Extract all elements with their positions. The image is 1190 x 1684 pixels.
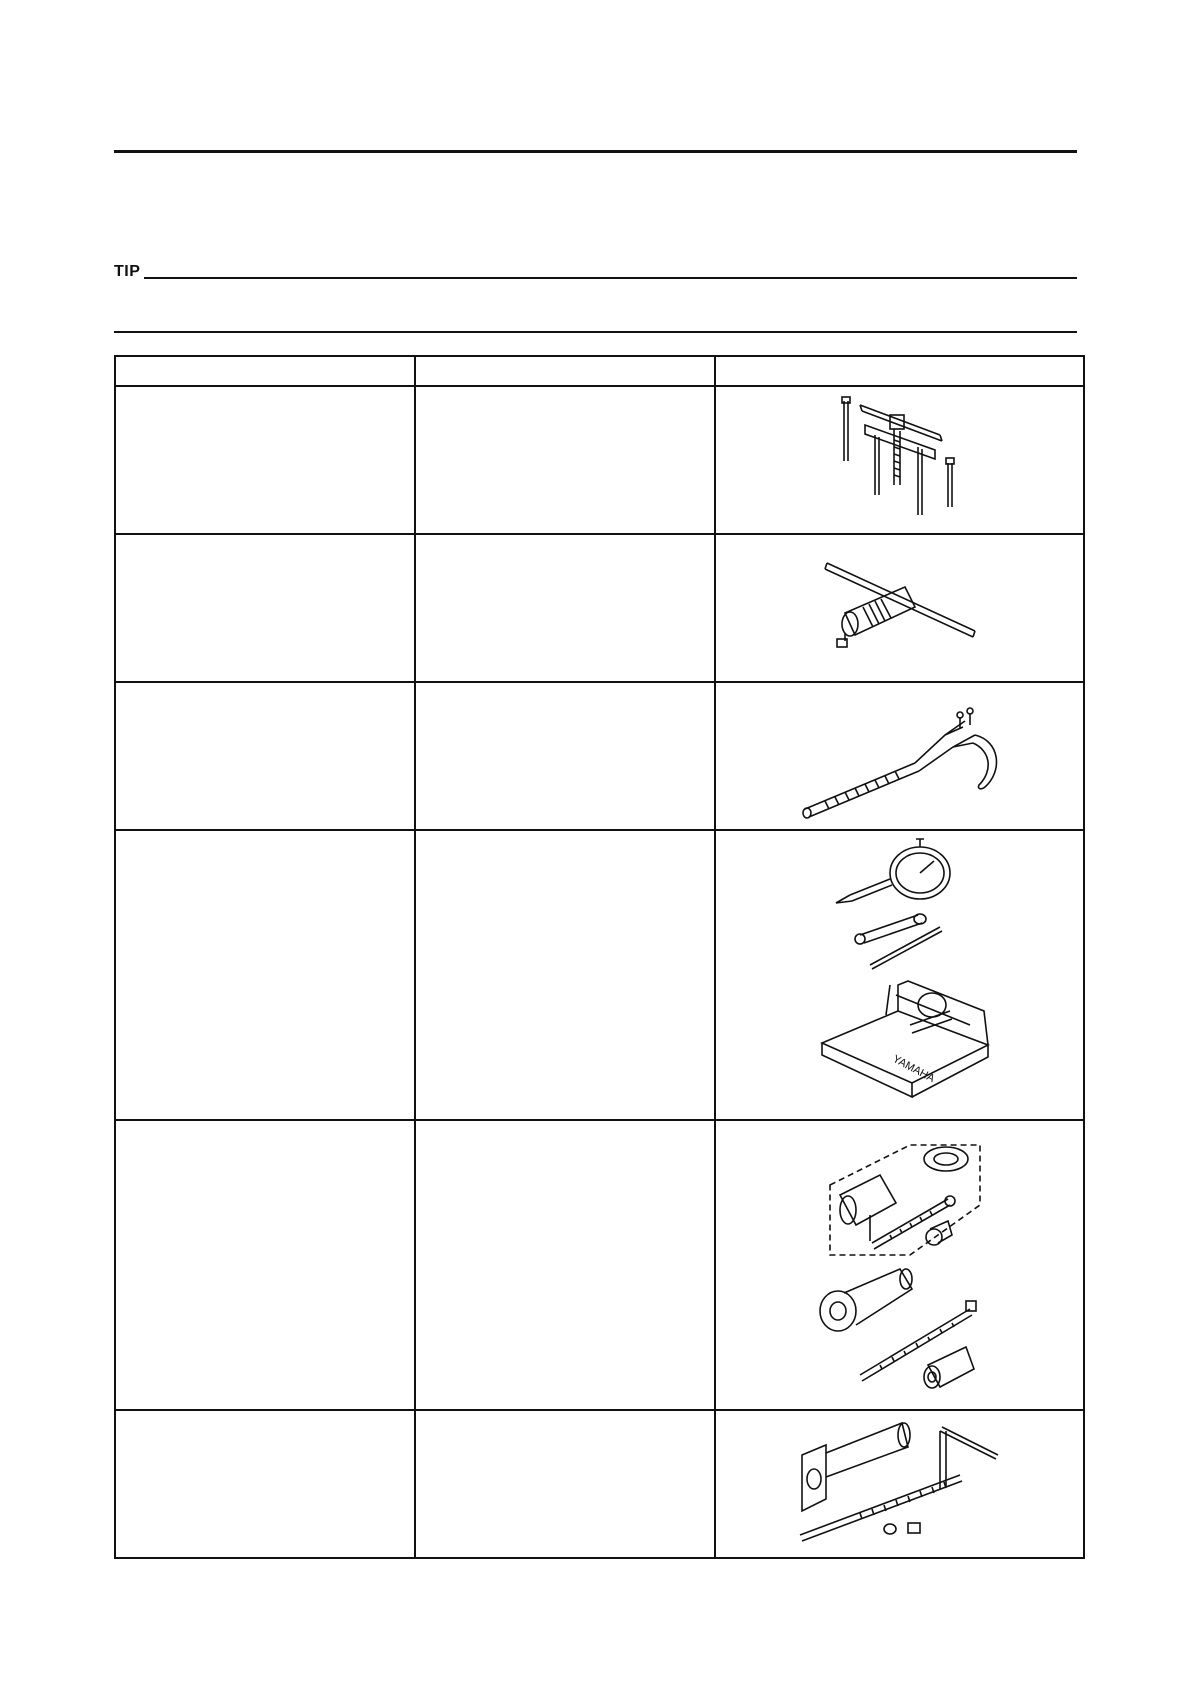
tip-label: TIP [114,263,141,280]
tip-end-rule [114,331,1077,333]
illustration-cell [715,682,1084,830]
tool-number-cell [415,1410,715,1558]
bearing-puller-icon [820,395,980,525]
header-cell [115,356,415,386]
tool-name-cell [115,1120,415,1410]
table-row [115,682,1084,830]
header-cell [415,356,715,386]
tool-number-cell [415,534,715,682]
crankcase-separator-icon [815,553,985,663]
illustration-cell [715,830,1084,1120]
illustration-cell [715,386,1084,534]
tool-number-cell [415,682,715,830]
top-rule [114,150,1077,153]
tool-number-cell [415,830,715,1120]
tool-name-cell [115,682,415,830]
table-row [115,534,1084,682]
tool-number-cell [415,386,715,534]
rotor-holder-icon [795,691,1005,821]
tip-rule [144,277,1077,279]
crankshaft-installer-bolt-icon [790,1419,1010,1549]
illustration-cell [715,1120,1084,1410]
table-row [115,386,1084,534]
table-row [115,830,1084,1120]
illustration-cell [715,534,1084,682]
case-brand-label: YAMAHA [890,1053,937,1086]
tool-name-cell [115,830,415,1120]
special-tools-table [114,355,1085,1559]
illustration-cell [715,1410,1084,1558]
tool-name-cell [115,1410,415,1558]
header-cell [715,356,1084,386]
tool-number-cell [415,1120,715,1410]
crankshaft-installer-set-icon [800,1125,1000,1405]
dial-gauge-set-icon [800,835,1000,1115]
tool-name-cell [115,386,415,534]
tool-name-cell [115,534,415,682]
table-row [115,1120,1084,1410]
table-header-row [115,356,1084,386]
table-row [115,1410,1084,1558]
